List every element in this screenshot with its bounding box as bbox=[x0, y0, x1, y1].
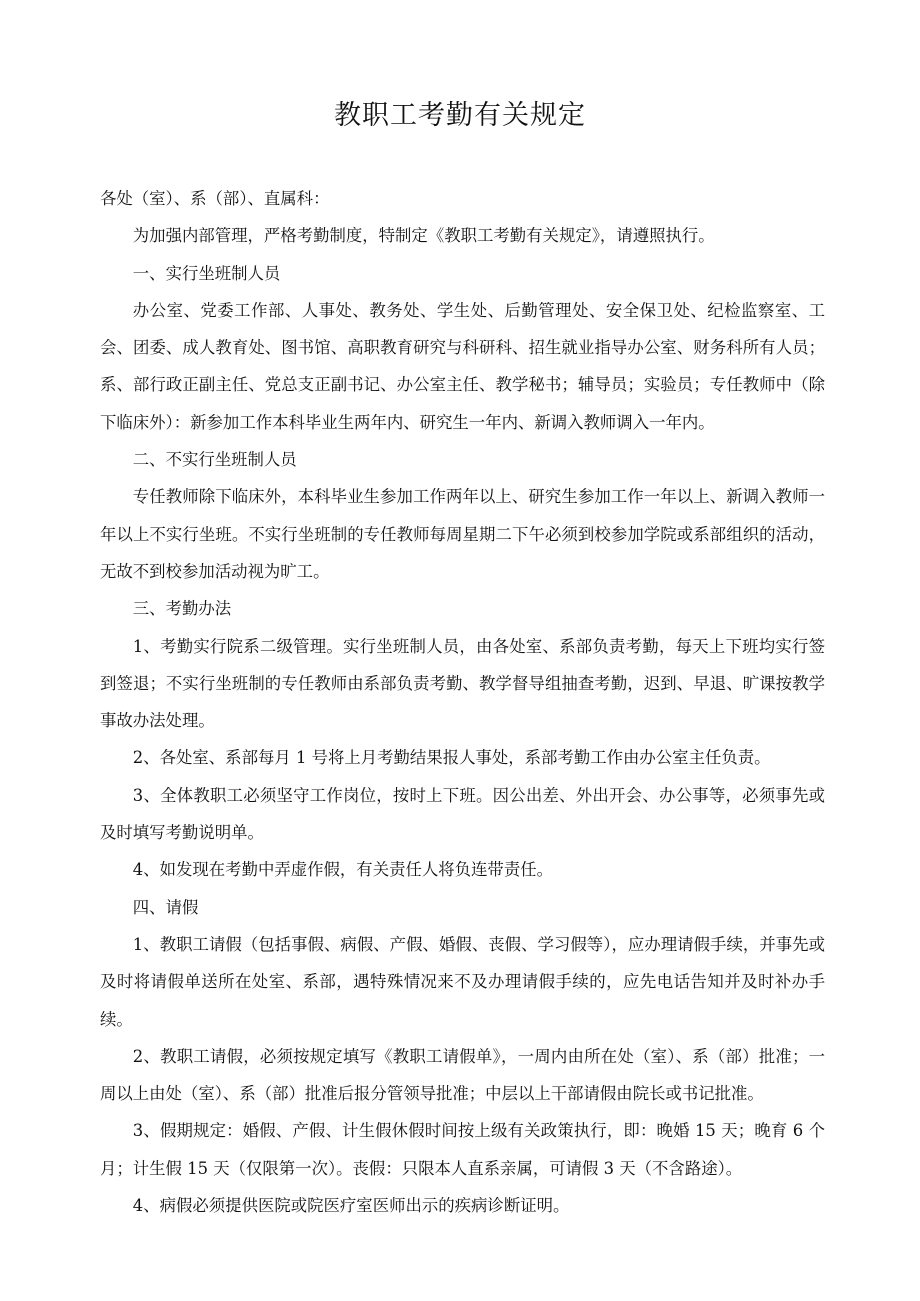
document-body bbox=[100, 180, 825, 1224]
section-heading-1: 一、实行坐班制人员 bbox=[132, 263, 281, 283]
section-heading-3: 三、考勤办法 bbox=[132, 599, 232, 619]
section-3-paragraph-3: 3、全体教职工必须坚守工作岗位，按时上下班。因公出差、外出开会、办公事等，必须事先或及时填写考勤说明单。 bbox=[100, 785, 825, 843]
intro-paragraph: 为加强内部管理，严格考勤制度，特制定《教职工考勤有关规定》，请遵照执行。 bbox=[132, 226, 715, 246]
document-title: 教职工考勤有关规定 bbox=[334, 100, 586, 131]
section-4-paragraph-2: 2、教职工请假，必须按规定填写《教职工请假单》，一周内由所在处（室）、系（部）批准；一周以上由处（室）、系（部）批准后报分管领导批准；中层以上干部请假由院长或书记批准。 bbox=[100, 1046, 825, 1104]
section-4-paragraph-1: 1、教职工请假（包括事假、病假、产假、婚假、丧假、学习假等），应办理请假手续，并事先或及时将请假单送所在处室、系部，遇特殊情况来不及办理请假手续的，应先电话告知并及时补办手续。 bbox=[100, 934, 825, 1029]
section-3-paragraph-1: 1、考勤实行院系二级管理。实行坐班制人员，由各处室、系部负责考勤，每天上下班均实行签到签退；不实行坐班制的专任教师由系部负责考勤、教学督导组抽查考勤，迟到、早退、旷课按教学事故办法处理。 bbox=[100, 636, 825, 731]
section-3-paragraph-2: 2、各处室、系部每月 1 号将上月考勤结果报人事处，系部考勤工作由办公室主任负责。 bbox=[132, 748, 771, 768]
section-heading-2: 二、不实行坐班制人员 bbox=[132, 450, 297, 470]
section-4-paragraph-4: 4、病假必须提供医院或院医疗室医师出示的疾病诊断证明。 bbox=[132, 1196, 570, 1216]
section-2-paragraph-1: 专任教师除下临床外，本科毕业生参加工作两年以上、研究生参加工作一年以上、新调入教师一年以上不实行坐班。不实行坐班制的专任教师每周星期二下午必须到校参加学院或系部组织的活动，无故不到校参加活动视为旷工。 bbox=[100, 487, 825, 581]
section-heading-4: 四、请假 bbox=[132, 897, 199, 917]
salutation: 各处（室）、系（部）、直属科： bbox=[100, 189, 330, 208]
section-4-paragraph-3: 3、假期规定：婚假、产假、计生假休假时间按上级有关政策执行，即：晚婚 15 天；晚育 6 个月；计生假 15 天（仅限第一次）。丧假：只限本人直系亲属，可请假 3 天（不含路途）。 bbox=[100, 1121, 825, 1178]
section-1-paragraph-1: 办公室、党委工作部、人事处、教务处、学生处、后勤管理处、安全保卫处、纪检监察室、工会、团委、成人教育处、图书馆、高职教育研究与科研科、招生就业指导办公室、财务科所有人员；系、部行政正副主任、党总支正副书记、办公室主任、教学秘书；辅导员；实验员；专任教师中（除下临床外）：新参加工作本科毕业生两年内、研究生一年内、新调入教师调入一年内。 bbox=[100, 300, 825, 432]
section-3-paragraph-4: 4、如发现在考勤中弄虚作假，有关责任人将负连带责任。 bbox=[132, 860, 553, 880]
